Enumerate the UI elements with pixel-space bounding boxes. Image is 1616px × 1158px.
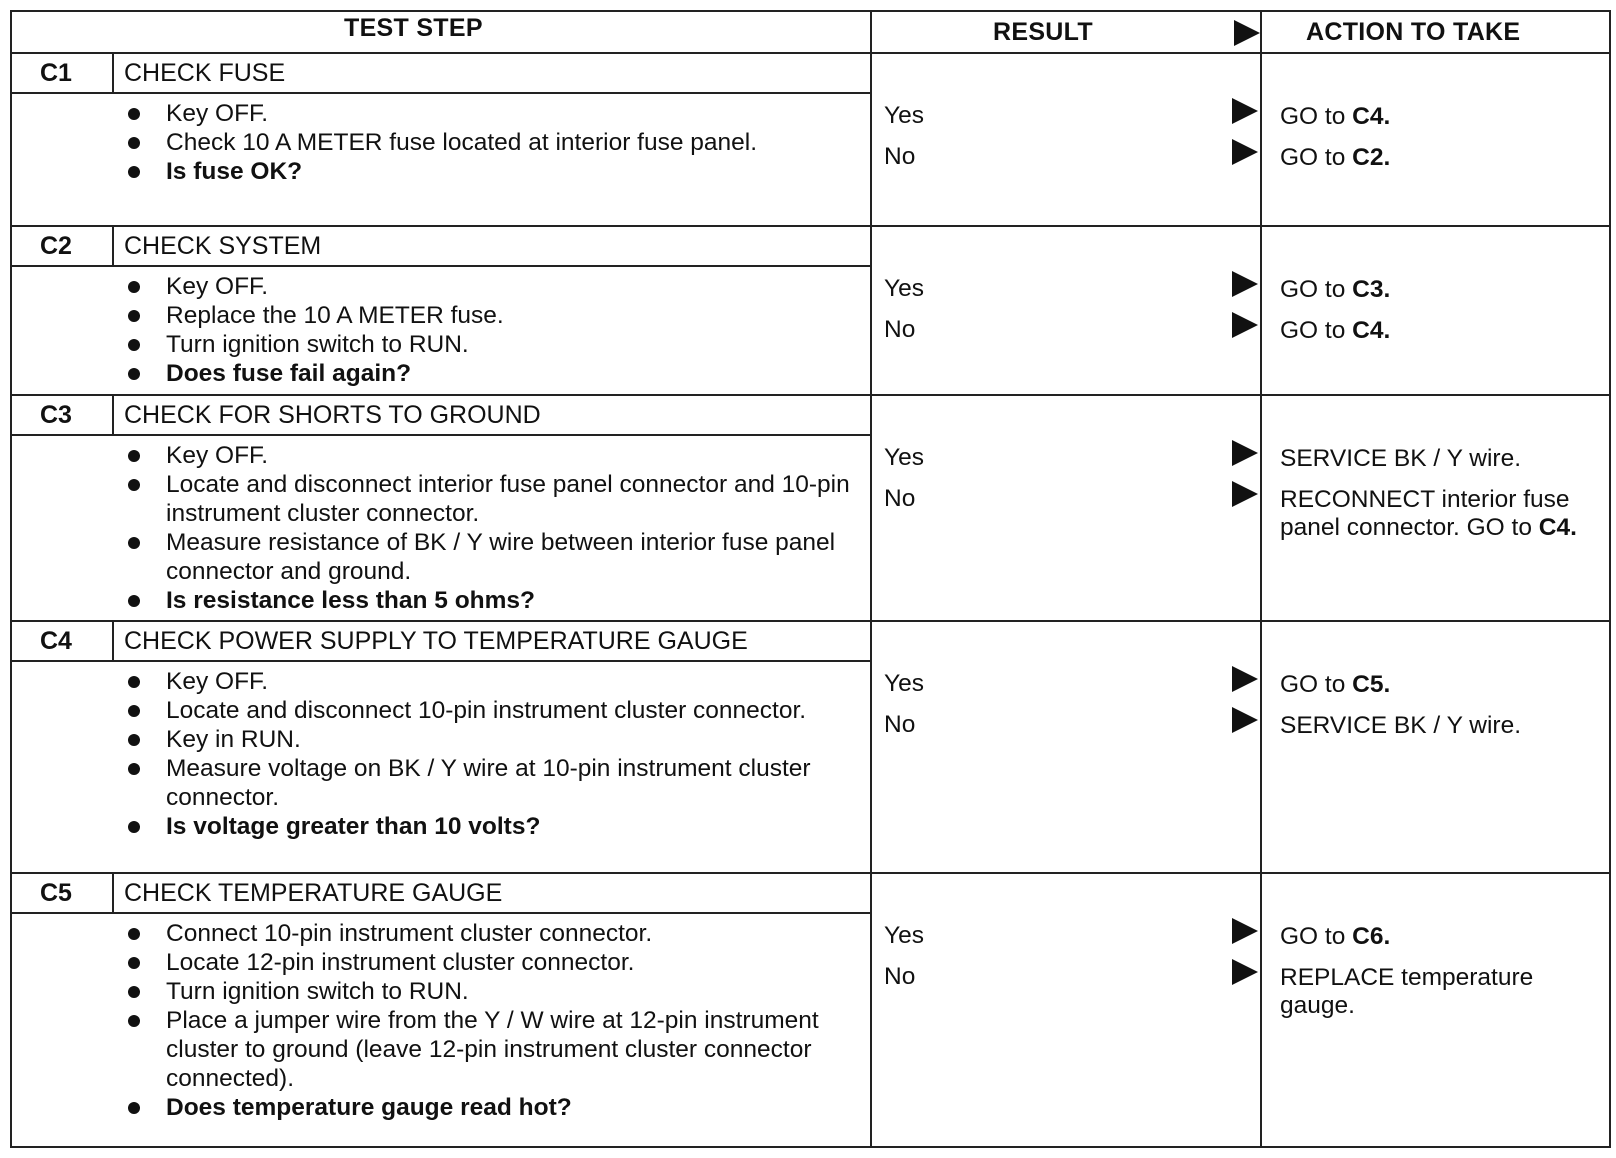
title-underline bbox=[12, 265, 872, 267]
arrow-icon bbox=[1232, 481, 1258, 507]
result-no: No bbox=[884, 316, 916, 343]
bullet-item: Key in RUN. bbox=[120, 725, 850, 754]
step-title: CHECK TEMPERATURE GAUGE bbox=[124, 879, 503, 907]
arrow-icon bbox=[1232, 959, 1258, 985]
bullet-item: Check 10 A METER fuse located at interior fuse panel. bbox=[120, 128, 850, 157]
step-id: C5 bbox=[40, 879, 72, 907]
step-title: CHECK SYSTEM bbox=[124, 232, 322, 260]
bullet-item: Key OFF. bbox=[120, 667, 850, 696]
bullet-item: Measure voltage on BK / Y wire at 10-pin instrument cluster connector. bbox=[120, 754, 850, 812]
step-bullets bbox=[120, 99, 850, 186]
bullet-item: Turn ignition switch to RUN. bbox=[120, 977, 850, 1006]
arrow-icon bbox=[1232, 707, 1258, 733]
step-question: Is fuse OK? bbox=[120, 157, 850, 186]
step-question: Is resistance less than 5 ohms? bbox=[120, 586, 850, 615]
result-yes: Yes bbox=[884, 670, 924, 697]
step-question: Is voltage greater than 10 volts? bbox=[120, 812, 850, 841]
step-reference: C2. bbox=[1352, 144, 1391, 171]
bullet-item: Connect 10-pin instrument cluster connector. bbox=[120, 919, 850, 948]
title-underline bbox=[12, 660, 872, 662]
result-yes: Yes bbox=[884, 444, 924, 471]
bullet-item: Locate and disconnect 10-pin instrument cluster connector. bbox=[120, 696, 850, 725]
result-yes: Yes bbox=[884, 922, 924, 949]
result-yes: Yes bbox=[884, 275, 924, 302]
bullet-item: Key OFF. bbox=[120, 272, 850, 301]
title-separator bbox=[112, 873, 114, 912]
action-no: REPLACE temperature gauge. bbox=[1280, 964, 1534, 1019]
step-reference: C4. bbox=[1352, 317, 1391, 344]
title-separator bbox=[112, 53, 114, 92]
arrow-icon bbox=[1232, 312, 1258, 338]
result-no: No bbox=[884, 711, 916, 738]
step-question: Does fuse fail again? bbox=[120, 359, 850, 388]
title-separator bbox=[112, 395, 114, 434]
action-no: RECONNECT interior fuse panel connector. GO to C4. bbox=[1280, 486, 1577, 541]
result-yes: Yes bbox=[884, 102, 924, 129]
step-c5 bbox=[12, 873, 1609, 1147]
action-yes: GO to C6. bbox=[1280, 923, 1391, 950]
step-reference: C4. bbox=[1538, 514, 1577, 541]
step-title: CHECK FOR SHORTS TO GROUND bbox=[124, 401, 541, 429]
step-id: C2 bbox=[40, 232, 72, 260]
step-c3 bbox=[12, 395, 1609, 620]
arrow-icon bbox=[1232, 139, 1258, 165]
title-underline bbox=[12, 912, 872, 914]
title-separator bbox=[112, 621, 114, 660]
step-id: C1 bbox=[40, 59, 72, 87]
title-underline bbox=[12, 92, 872, 94]
step-bullets bbox=[120, 272, 850, 388]
header-result: RESULT bbox=[993, 18, 1093, 46]
title-underline bbox=[12, 434, 872, 436]
step-c2 bbox=[12, 226, 1609, 394]
step-title: CHECK FUSE bbox=[124, 59, 286, 87]
step-reference: C3. bbox=[1352, 276, 1391, 303]
bullet-item: Replace the 10 A METER fuse. bbox=[120, 301, 850, 330]
action-no: GO to C2. bbox=[1280, 144, 1391, 171]
diagnostic-table bbox=[10, 10, 1611, 1148]
bullet-item: Place a jumper wire from the Y / W wire at 12-pin instrument cluster to ground (leave 12-pin instrument cluster connector connected). bbox=[120, 1006, 850, 1093]
step-c1 bbox=[12, 53, 1609, 225]
step-c4 bbox=[12, 621, 1609, 872]
arrow-icon bbox=[1232, 271, 1258, 297]
step-reference: C4. bbox=[1352, 103, 1391, 130]
arrow-icon bbox=[1232, 440, 1258, 466]
bullet-item: Key OFF. bbox=[120, 441, 850, 470]
title-separator bbox=[112, 226, 114, 265]
step-bullets bbox=[120, 667, 850, 841]
action-yes: SERVICE BK / Y wire. bbox=[1280, 445, 1522, 472]
step-question: Does temperature gauge read hot? bbox=[120, 1093, 850, 1122]
action-no: GO to C4. bbox=[1280, 317, 1391, 344]
arrow-icon bbox=[1232, 918, 1258, 944]
bullet-item: Locate 12-pin instrument cluster connector. bbox=[120, 948, 850, 977]
header-test-step: TEST STEP bbox=[344, 14, 483, 42]
header-action: ACTION TO TAKE bbox=[1306, 18, 1521, 46]
step-title: CHECK POWER SUPPLY TO TEMPERATURE GAUGE bbox=[124, 627, 748, 655]
step-id: C3 bbox=[40, 401, 72, 429]
action-yes: GO to C3. bbox=[1280, 276, 1391, 303]
action-no: SERVICE BK / Y wire. bbox=[1280, 712, 1522, 739]
bullet-item: Locate and disconnect interior fuse panel connector and 10-pin instrument cluster connector. bbox=[120, 470, 850, 528]
result-no: No bbox=[884, 485, 916, 512]
step-reference: C5. bbox=[1352, 671, 1391, 698]
action-yes: GO to C4. bbox=[1280, 103, 1391, 130]
arrow-icon bbox=[1232, 98, 1258, 124]
bullet-item: Turn ignition switch to RUN. bbox=[120, 330, 850, 359]
bullet-item: Key OFF. bbox=[120, 99, 850, 128]
header-arrow-icon bbox=[1234, 20, 1260, 46]
step-id: C4 bbox=[40, 627, 72, 655]
step-reference: C6. bbox=[1352, 923, 1391, 950]
action-yes: GO to C5. bbox=[1280, 671, 1391, 698]
arrow-icon bbox=[1232, 666, 1258, 692]
bullet-item: Measure resistance of BK / Y wire between interior fuse panel connector and ground. bbox=[120, 528, 850, 586]
step-bullets bbox=[120, 919, 850, 1122]
result-no: No bbox=[884, 963, 916, 990]
step-bullets bbox=[120, 441, 850, 615]
result-no: No bbox=[884, 143, 916, 170]
